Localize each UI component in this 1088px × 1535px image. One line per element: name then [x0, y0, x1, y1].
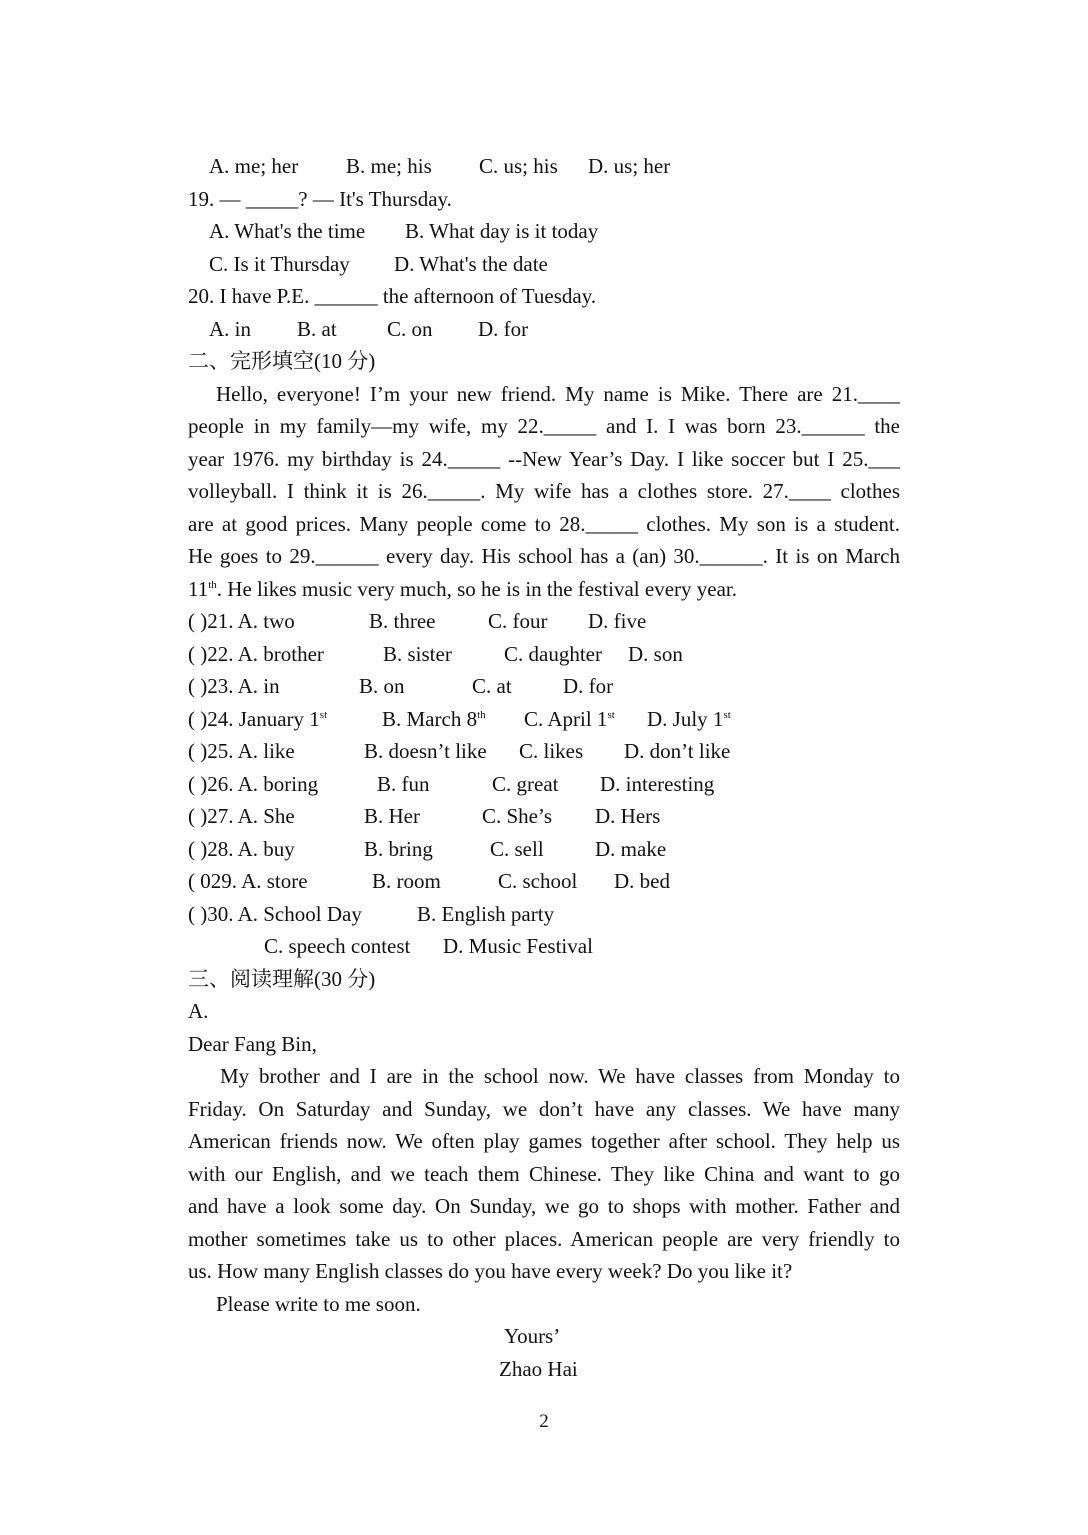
q18-option-d: D. us; her: [588, 154, 671, 178]
q25-a: ( )25. A. like: [188, 739, 295, 763]
q21-d: D. five: [588, 609, 647, 633]
letter-signature-row: [188, 1353, 900, 1386]
q24-a-sup: st: [319, 708, 328, 721]
q20-option-c: C. on: [387, 316, 433, 341]
q24-d-sup: st: [723, 708, 731, 721]
q19-option-a: A. What's the time: [209, 219, 366, 243]
letter-line-6: mother sometimes take us to other places. American people are very friendly to: [188, 1226, 900, 1251]
letter-closing-request: Please write to me soon.: [216, 1291, 421, 1316]
q29-c: C. school: [498, 869, 578, 893]
letter-line-3: American friends now. We often play games together after school. They help us: [188, 1129, 900, 1153]
q19-option-c: C. Is it Thursday: [209, 251, 350, 276]
q21-c: C. four: [488, 609, 548, 633]
question-row: [188, 865, 900, 898]
q18-option-b: B. me; his: [346, 154, 432, 178]
q28-d: D. make: [595, 836, 667, 861]
q29-a: ( 029. A. store: [188, 869, 308, 893]
cloze-line-2: people in my family—my wife, my 22._____ and I. I was born 23.______ the: [188, 414, 900, 438]
q20-stem: 20. I have P.E. ______ the afternoon of Tuesday.: [188, 284, 597, 308]
q25-b: B. doesn’t like: [364, 739, 487, 763]
q30-d: D. Music Festival: [443, 934, 593, 958]
q24-b-text: B. March 8: [382, 706, 478, 731]
q30-c: C. speech contest: [264, 934, 411, 958]
question-row: [188, 800, 900, 833]
q23-c: C. at: [472, 674, 512, 698]
q24-d: [647, 703, 731, 736]
q18-option-c: C. us; his: [479, 154, 558, 178]
q22-b: B. sister: [383, 641, 452, 666]
q19-options-row2: [188, 248, 900, 281]
question-row: [188, 735, 900, 768]
letter-line-2: Friday. On Saturday and Sunday, we don’t have any classes. We have many: [188, 1096, 900, 1121]
q25-c: C. likes: [519, 739, 584, 763]
q22-c: C. daughter: [504, 641, 602, 666]
reading-part-label: A.: [188, 999, 209, 1023]
q18-option-a: A. me; her: [209, 154, 299, 178]
cloze-line-1: Hello, everyone! I’m your new friend. My name is Mike. There are 21.____: [216, 381, 900, 406]
q20-option-a: A. in: [209, 316, 251, 341]
q26-a: ( )26. A. boring: [188, 771, 319, 796]
cloze-line-6: He goes to 29.______ every day. His school has a (an) 30.______. It is on March: [188, 544, 900, 568]
cloze-line-5: are at good prices. Many people come to 28._____ clothes. My son is a student.: [188, 511, 900, 536]
question-row: [188, 638, 900, 671]
q22-a: ( )22. A. brother: [188, 641, 324, 666]
q24-c-text: C. April 1: [524, 706, 608, 731]
q19-stem: 19. — _____? — It's Thursday.: [188, 186, 452, 211]
question-row: [188, 605, 900, 638]
cloze-line-7-pre: 11: [188, 576, 209, 601]
question-row: [188, 768, 900, 801]
cloze-line-7-post: . He likes music very much, so he is in the festival every year.: [216, 576, 737, 601]
q23-d: D. for: [563, 674, 614, 698]
q24-d-text: D. July 1: [647, 706, 724, 731]
q27-c: C. She’s: [482, 804, 553, 828]
question-row: [188, 833, 900, 866]
q28-c: C. sell: [490, 836, 544, 861]
q20-option-b: B. at: [297, 316, 337, 341]
q26-c: C. great: [492, 771, 559, 796]
q20-options: [188, 313, 900, 346]
cloze-line-3: year 1976. my birthday is 24._____ --New Year’s Day. I like soccer but I 25.___: [188, 446, 900, 471]
q27-b: B. Her: [364, 804, 420, 828]
question-row: [188, 898, 900, 931]
letter-line-7: us. How many English classes do you have every week? Do you like it?: [188, 1259, 793, 1283]
q19-option-b: B. What day is it today: [405, 219, 599, 243]
q22-d: D. son: [628, 641, 683, 666]
letter-signoff-row: [188, 1320, 900, 1353]
exam-page: [188, 150, 900, 1385]
q30-b: B. English party: [417, 901, 555, 926]
q21-a: ( )21. A. two: [188, 609, 295, 633]
letter-line-4: with our English, and we teach them Chinese. They like China and want to go: [188, 1161, 900, 1186]
cloze-line-7: [188, 573, 900, 606]
letter-signoff: Yours’: [504, 1324, 561, 1348]
section2-heading: 二、完形填空(10 分): [188, 349, 376, 373]
q18-options: [188, 150, 900, 183]
q24-a-text: ( )24. January 1: [188, 706, 320, 731]
q30-a: ( )30. A. School Day: [188, 901, 362, 926]
q24-b-sup: th: [477, 708, 486, 721]
letter-line-1: My brother and I are in the school now. We have classes from Monday to: [220, 1064, 900, 1088]
q21-b: B. three: [369, 609, 436, 633]
q24-c: [524, 703, 615, 736]
q23-a: ( )23. A. in: [188, 674, 280, 698]
q26-b: B. fun: [377, 771, 430, 796]
q25-d: D. don’t like: [624, 739, 731, 763]
q19-options-row1: [188, 215, 900, 248]
q24-c-sup: st: [607, 708, 615, 721]
q24-b: [382, 703, 486, 736]
q23-b: B. on: [359, 674, 405, 698]
q28-a: ( )28. A. buy: [188, 836, 295, 861]
question-row-continued: [188, 930, 900, 963]
cloze-line-7-sup: th: [208, 578, 217, 591]
cloze-line-4: volleyball. I think it is 26._____. My wife has a clothes store. 27.____ clothes: [188, 479, 900, 503]
letter-greeting: Dear Fang Bin,: [188, 1031, 317, 1056]
section3-heading: 三、阅读理解(30 分): [188, 966, 376, 991]
question-row: [188, 670, 900, 703]
q27-a: ( )27. A. She: [188, 804, 295, 828]
q29-d: D. bed: [614, 869, 670, 893]
q26-d: D. interesting: [600, 771, 715, 796]
q28-b: B. bring: [364, 836, 433, 861]
q29-b: B. room: [372, 869, 441, 893]
question-row: [188, 703, 900, 736]
q19-option-d: D. What's the date: [394, 251, 548, 276]
q20-option-d: D. for: [478, 316, 529, 341]
q24-a: [188, 703, 327, 736]
q27-d: D. Hers: [595, 804, 661, 828]
page-number: 2: [539, 1411, 549, 1432]
letter-line-5: and have a look some day. On Sunday, we go to shops with mother. Father and: [188, 1194, 900, 1218]
letter-signature: Zhao Hai: [499, 1356, 578, 1381]
